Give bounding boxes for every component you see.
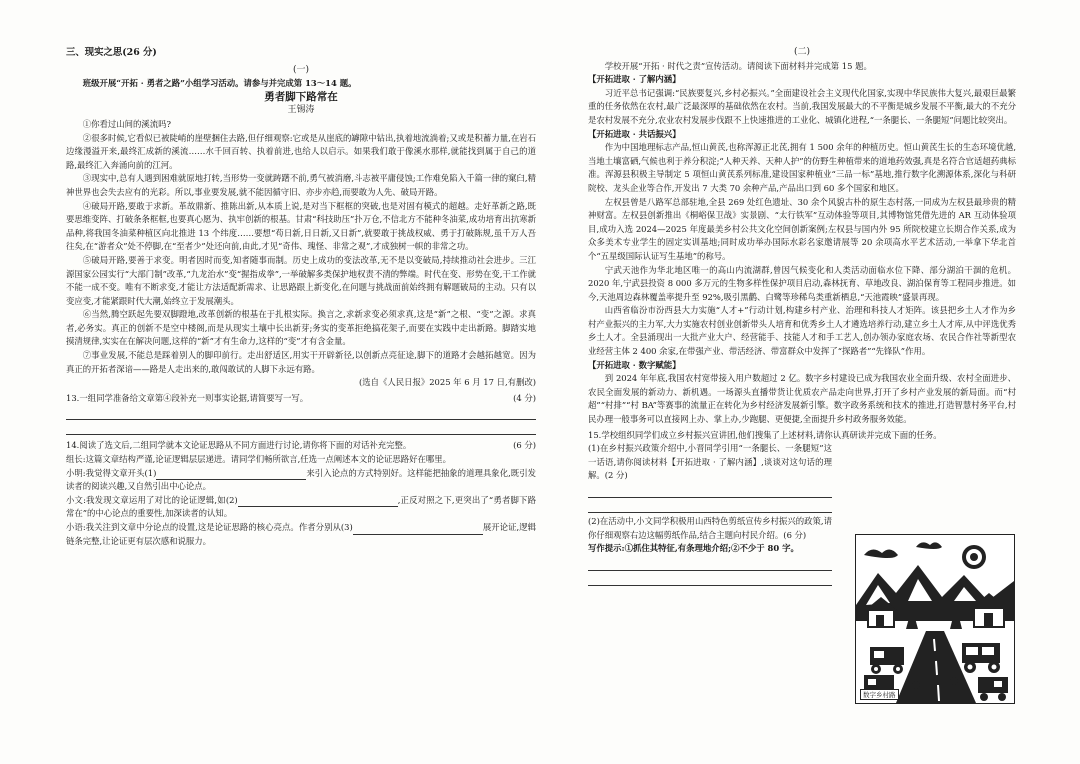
- part-one-label: (一): [292, 64, 310, 75]
- article-paragraph: ⑤破局开路,要善于求变。明者因时而变,知者随事而制。历史上成功的变法改革,无不是以变破局,持续推动社会进步。三江源国家公园实行“大部门制”改革,“九龙治水”变“握指成拳”,一举破解多类保护地权责不清的弊端。时代在变、形势在变,干工作就不能一成不变。唯有不断求变,才能让方法适配新需求、让思路跟上新变化,在问题与挑战面前始终拥有解题破局的主动。只有以变应变,才能紧跟时代大潮,始终立于发展潮头。: [66, 254, 536, 306]
- dialog-xiaoyu-end: 展开论证,逻辑链条完整,让论证更有层次感和说服力。: [66, 522, 536, 546]
- answer-line[interactable]: [66, 422, 536, 435]
- question-14: [66, 439, 536, 453]
- block-paragraph: 习近平总书记强调:“民族要复兴,乡村必振兴。”全面建设社会主义现代化国家,实现中华民族伟大复兴,最艰巨最繁重的任务依然在农村,最广泛最深厚的基础依然在农村。当前,我国发展最大的不平衡是城乡发展不平衡,最大的不充分是农村发展不充分,农业农村发展步伐跟不上快速推进的工业化、城镇化进程,“一条腿长、一条腿短”问题比较突出。: [588, 87, 1016, 125]
- left-column: [66, 46, 536, 548]
- dialog-xiaoming-end: 来引入论点的方式特别好。这样能把抽象的道理具象化,既引发读者的阅读兴趣,又自然引出中心论点。: [66, 467, 536, 492]
- block-tag: 【开拓进取 · 共话振兴】: [588, 128, 681, 139]
- article-paragraph: ④破局开路,要敢于求新。革故鼎新、推陈出新,从本质上说,是对当下框框的突破,也是对固有模式的超越。走好革新之路,既要思维变阵、打破条条框框,也要真心愿为、执牢创新的根基。甘肃“科技助压”扑万仓,不信北方不能种冬油菜,成功培育出抗寒新品种,将我国冬油菜种植区向北推进 13 个纬度……要想“苟日新,日日新,又日新”,就要敢于挑战权威、勇于打破陈规,虽千万人吾往矣,在“游者众”处不停脚,在“至者少”处还向前,由此,才见“奇伟、瑰怪、非常之观”,才成独树一帜的非常之功。: [66, 200, 536, 252]
- dialog-xiaowen: [66, 494, 536, 521]
- answer-line[interactable]: [588, 558, 832, 571]
- article-paragraph: ①你看过山间的溪流吗?: [82, 118, 172, 129]
- article-title: 勇者脚下路常在: [264, 90, 338, 103]
- block-paragraph: 宁武天池作为华北地区唯一的高山内流湖群,曾因气候变化和人类活动面临水位下降、部分湖泊干涸的危机。2020 年,宁武县投资 8 000 多万元的生物多样性保护项目启动,森林抚育、草地改良、湖泊保育等工程同步推进。如今,天池周边森林覆盖率提升至 92%,吸引黑鹳、白鹭等珍稀鸟类重新栖息,“天池霞映”盛景再现。: [588, 264, 1016, 302]
- answer-line[interactable]: [588, 500, 832, 513]
- article-paragraph: ⑦事业发展,不能总是踩着别人的脚印前行。走出舒适区,用实干开辟新径,以创新点亮征途,脚下的道路才会越拓越宽。因为真正的开拓者深谙——路是人走出来的,敢闯敢试的人脚下永远有路。: [66, 350, 536, 374]
- answer-line[interactable]: [66, 407, 536, 420]
- block-paragraph: 作为中国地理标志产品,恒山黄芪,也称浑源正北芪,拥有 1 500 余年的种植历史。恒山黄芪生长的生态环境优越,当地土壤富硒,气候也利于养分积淀;“人种天养、天种人护”的仿野生种植带来的道地药效强,真是名符合官适超药典标准。浑源县积极主导制定 5 项恒山黄芪系列标准,建设国家种植业“三品一标”基地,推行数字化溯源体系,深化与科研院校、龙头企业等合作,开发出 7 大类 70 余种产品,产品出口到 60 多个国家和地区。: [588, 142, 1016, 193]
- question-15-1-prompt: (1)在乡村振兴政策介绍中,小晋同学引用“一条腿长、一条腿短”这一话语,请你阅读材料【开拓进取 · 了解内涵】,谈谈对这句话的理解。: [588, 443, 832, 481]
- answer-line[interactable]: [588, 485, 832, 498]
- illustration-caption: 数字乡村路: [860, 689, 899, 700]
- paper-cut-illustration: [855, 534, 1015, 704]
- question-14-text: 14.阅读了选文后,二组同学就本文论证思路从不同方面进行讨论,请你将下面的对话补充完整。: [66, 440, 412, 451]
- article-author: 王锡涛: [287, 105, 315, 116]
- question-15-text: 15.学校组织同学们成立乡村振兴宣讲团,他们搜集了上述材料,请你认真研读并完成下面的任务。: [588, 429, 942, 440]
- question-13-score: (4 分): [513, 392, 536, 403]
- dialog-zuzhang: 组长:这篇文章结构严谨,论证逻辑层层递进。请同学们畅所欲言,任选一点阐述本文的论证思路好在哪里。: [66, 454, 452, 465]
- article-source: (选自《人民日报》2025 年 6 月 17 日,有删改): [358, 377, 536, 388]
- article-paragraph: ②很多时候,它看似已被陡峭的崖壁捆住去路,但仔细观察:它或是从崖底的罅隙中钻出,执着地流淌着;又或是积蓄力量,在岩石边缘漫溢开来,最终汇成新的溪流……水千回百转、执着前进,也给人以启示。如果我们敢于像溪水那样,就能找到属于自己的道路,最终汇入奔涌向前的江河。: [66, 132, 536, 170]
- right-column: [588, 46, 1016, 588]
- question-13: [66, 392, 536, 406]
- dialog-xiaowen-start: 小文:我发现文章运用了对比的论证逻辑,如(2): [66, 494, 238, 505]
- dialog-xiaoming-start: 小明:我觉得文章开头(1): [66, 467, 157, 478]
- answer-line[interactable]: [588, 573, 832, 586]
- question-15-1-text: [588, 442, 832, 483]
- question-15-1-score: (2 分): [604, 470, 628, 481]
- question-15-2-prompt: (2)在活动中,小文同学积极用山西特色剪纸宣传乡村振兴的政策,请你仔细观察右边这幅剪纸作品,结合主题向村民介绍。: [588, 516, 832, 540]
- dialog-xiaoyu-start: 小语:我关注到文章中分论点的设置,这是论证思路的核心亮点。作者分别从(3): [66, 522, 353, 532]
- section-title: 三、现实之思(26 分): [66, 47, 157, 58]
- paper-cut-picture: [856, 535, 1014, 703]
- writing-tip: 写作提示:①抓住其特征,有条理地介绍;②不少于 80 字。: [588, 543, 799, 554]
- question-15-1: [588, 442, 1016, 513]
- question-15-2-text: [588, 515, 832, 542]
- part-two-intro: 学校开展“开拓 · 时代之责”宣传活动。请阅读下面材料并完成第 15 题。: [604, 60, 872, 71]
- block-paragraph: 山西省临汾市汾西县大力实施“人才+”行动计划,构建乡村产业、治理和科技人才矩阵。该县把乡土人才作为乡村产业振兴的主力军,大力实施农村创业创新带头人培育和优秀乡土人才遴选培养行动,建立乡土人才库,从中评选优秀乡土人才。全县涌现出一大批产业大户、经营能手、技能人才和手工艺人,创办领办家庭农场、农民合作社等新型农业经营主体 2 400 余家,在带强产业、带活经济、带富群众中发挥了“探路者”“先锋队”作用。: [588, 305, 1016, 357]
- part-two-label: (二): [793, 47, 811, 57]
- dialog-xiaoyu: [66, 521, 536, 548]
- part-one-intro: 班级开展“开拓 · 勇者之路”小组学习活动。请参与并完成第 13～14 题。: [82, 78, 357, 89]
- block-paragraph: 到 2024 年年底,我国农村宽带接入用户数超过 2 亿。数字乡村建设已成为我国农业全面升级、农村全面进步、农民全面发展的新动力、新机遇。一场源头直播带货让优质农产品走向世界,打开了乡村产业发展的新局面。而“村超”“村排”“村 BA”等赛事的流量正在转化为乡村经济发展新引擎。数字政务系统和技术的推进,打造智慧村务平台,村民办理一般事务可以直接网上办、掌上办,少跑腿、更便捷,全面提升乡村政务服务效能。: [588, 373, 1016, 425]
- block-paragraph: 左权县曾是八路军总部驻地,全县 269 处红色遗址、30 余个风貌古朴的原生态村落,一同成为左权县最珍贵的精神财富。左权县创新推出《桐峪保卫战》实景剧、“太行铁军”互动体验等项目,其博物馆凭借先进的 AR 互动体验项目,成功入选 2024—2025 年度最美乡村公共文化空间创新案例;左权县与国内外 95 所院校建立长期合作关系,成为众多美术专业学生的固定实训基地;同时成功举办国际水彩名家邀请展等 20 余项高水平艺术活动,一举拿下华北首个“五星级国际认证写生基地”的称号。: [588, 196, 1016, 261]
- dialog-xiaoming: [66, 467, 536, 494]
- blank-1[interactable]: [156, 468, 306, 480]
- question-14-score: (6 分): [513, 440, 536, 451]
- block-tag: 【开拓进取 · 数字赋能】: [588, 359, 681, 370]
- blank-2[interactable]: [238, 495, 398, 507]
- dialog-xiaowen-end: ,正反对照之下,更突出了“勇者脚下路常在”的中心论点的重要性,加深读者的认知。: [66, 494, 536, 519]
- article-paragraph: ③现实中,总有人遇到困难就原地打转,当形势一变就踌躇不前,勇气被消磨,斗志被平庸侵蚀;工作难免陷入千篇一律的窠臼,精神世界也会失去应有的光彩。所以,事业要发展,就不能因循守旧、亦步亦趋,而要敢为人先、破局开路。: [66, 173, 536, 197]
- article-paragraph: ⑥当然,腾空跃起先要双脚蹬地,改革创新的根基在于扎根实际。换言之,求新求变必须求真,这是“新”之根、“变”之源。求真者,必务实。真正的创新不是空中楼阁,而是从现实土壤中长出新芽;务实的变革拒绝搞花架子,而要在实践中走出新路。脚踏实地摸清规律,实实在在解决问题,这样的“新”才有生命力,这样的“变”才有含金量。: [66, 309, 536, 347]
- question-15-2-score: (6 分): [783, 529, 807, 540]
- block-tag: 【开拓进取 · 了解内涵】: [588, 74, 681, 85]
- question-13-text: 13.一组同学准备给文章第④段补充一则事实论据,请简要写一写。: [66, 392, 309, 403]
- blank-3[interactable]: [353, 523, 483, 535]
